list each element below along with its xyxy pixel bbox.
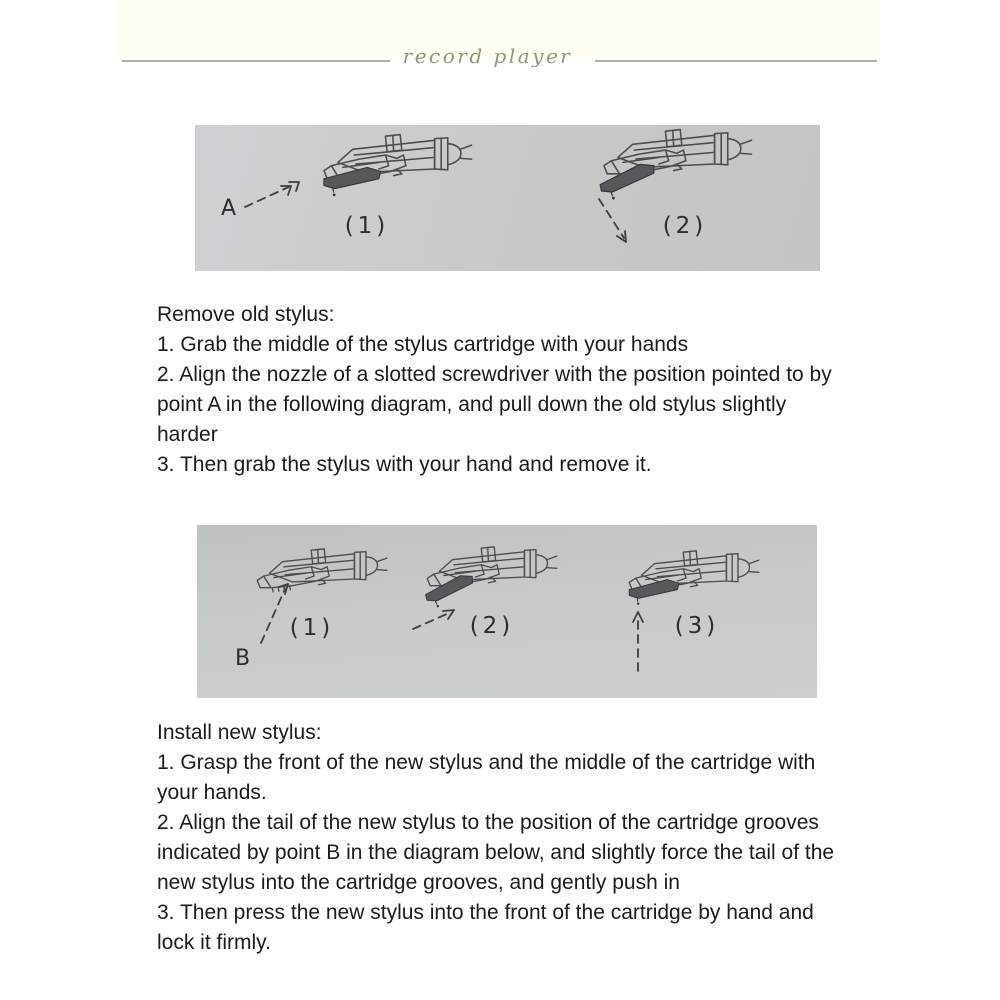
- panel-1-label: (1): [289, 615, 335, 641]
- instruction-line: 1. Grab the middle of the stylus cartridge with your hands: [157, 333, 689, 356]
- instruction-line: 1. Grasp the front of the new stylus and the middle of the cartridge with: [157, 751, 816, 774]
- instruction-line: 2. Align the nozzle of a slotted screwdriver with the position pointed to by: [157, 363, 832, 386]
- cartridge-illustration-install-2: [423, 547, 557, 610]
- insert-arrow: [413, 610, 454, 629]
- instruction-line: new stylus into the cartridge grooves, and gently push in: [157, 871, 680, 894]
- figure-remove-photo: [195, 125, 820, 271]
- cartridge-illustration-remove-1: [324, 135, 472, 197]
- page-title: record player: [402, 44, 573, 68]
- panel-2-label: (2): [662, 213, 708, 239]
- instruction-line: 3. Then grab the stylus with your hand and remove it.: [157, 453, 652, 476]
- instruction-line: point A in the following diagram, and pull down the old stylus slightly: [157, 393, 787, 416]
- point-a-label: A: [221, 196, 237, 221]
- cartridge-illustration-remove-2: [598, 130, 752, 202]
- section-title: Install new stylus:: [157, 721, 322, 744]
- remove-instructions: [157, 300, 873, 480]
- instruction-line: indicated by point B in the diagram below, and slightly force the tail of the: [157, 841, 835, 864]
- cartridge-illustration-install-3: [629, 551, 759, 605]
- panel-3-label: (3): [674, 613, 720, 639]
- figure-install-drawing: [197, 525, 817, 698]
- figure-remove-drawing: [195, 125, 820, 271]
- header-rule-right: [595, 60, 877, 62]
- install-instructions: [157, 718, 873, 958]
- instruction-line: lock it firmly.: [157, 931, 271, 954]
- instruction-line: your hands.: [157, 781, 267, 804]
- instruction-line: harder: [157, 423, 218, 446]
- pull-down-arrow: [599, 199, 626, 242]
- point-b-label: B: [235, 646, 251, 671]
- panel-1-label: (1): [344, 213, 390, 239]
- point-b-arrow: [261, 584, 288, 643]
- panel-2-label: (2): [469, 613, 515, 639]
- cartridge-illustration-install-1: [257, 549, 387, 592]
- section-title: Remove old stylus:: [157, 303, 335, 326]
- push-up-arrow: [633, 612, 643, 671]
- instruction-line: 3. Then press the new stylus into the front of the cartridge by hand and: [157, 901, 814, 924]
- instruction-line: 2. Align the tail of the new stylus to the position of the cartridge grooves: [157, 811, 819, 834]
- figure-install-photo: [197, 525, 817, 698]
- point-a-arrow: [245, 182, 299, 207]
- header-rule-left: [122, 60, 390, 62]
